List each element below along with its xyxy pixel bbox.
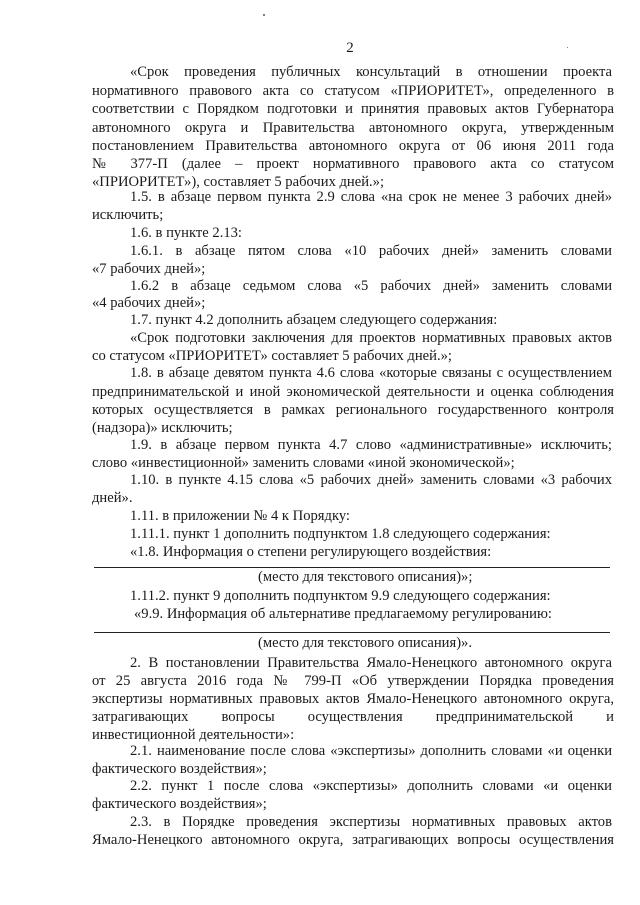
paragraph-line: со статусом «ПРИОРИТЕТ» составляет 5 рабочих дней.»; xyxy=(92,348,452,364)
caption-line: (место для текстового описания)». xyxy=(258,635,472,651)
paragraph-line: 1.6. в пункте 2.13: xyxy=(130,225,242,241)
paragraph-line: нормативного правового акта со статусом «ПРИОРИТЕТ», определенного в xyxy=(92,83,614,99)
page-number: 2 xyxy=(346,40,354,56)
paragraph-line: от 25 августа 2016 года № 799-П «Об утверждении Порядка проведения xyxy=(92,673,614,689)
paragraph-line: 1.5. в абзаце первом пункта 2.9 слова «на срок не менее 3 рабочих дней» xyxy=(130,189,612,205)
paragraph-line: дней». xyxy=(92,490,133,506)
paragraph-line: инвестиционной деятельности»: xyxy=(92,727,295,743)
paragraph-line: фактического воздействия»; xyxy=(92,796,267,812)
paragraph-line: которых осуществляется в рамках регионального государственного контроля xyxy=(92,402,614,418)
paragraph-line: «Срок проведения публичных консультаций в отношении проекта xyxy=(130,64,612,80)
paragraph-line: 2.2. пункт 1 после слова «экспертизы» дополнить словами «и оценки xyxy=(130,778,612,794)
paragraph-line: 1.11.2. пункт 9 дополнить подпунктом 9.9 следующего содержания: xyxy=(130,588,551,604)
paragraph-line: (надзора)» исключить; xyxy=(92,420,233,436)
scan-speck xyxy=(567,47,568,48)
paragraph-line: 1.6.2 в абзаце седьмом слова «5 рабочих дней» заменить словами xyxy=(130,278,612,294)
paragraph-line: предпринимательской и иной экономической деятельности и оценка соблюдения xyxy=(92,384,614,400)
paragraph-line: 1.11. в приложении № 4 к Порядку: xyxy=(130,508,350,524)
paragraph-line: «4 рабочих дней»; xyxy=(92,295,206,311)
caption-line: (место для текстового описания)»; xyxy=(258,569,473,585)
paragraph-line: фактического воздействия»; xyxy=(92,761,267,777)
paragraph-line: 2.3. в Порядке проведения экспертизы нормативных правовых актов xyxy=(130,814,612,830)
paragraph-line: 1.7. пункт 4.2 дополнить абзацем следующего содержания: xyxy=(130,312,498,328)
paragraph-line: 1.8. в абзаце девятом пункта 4.6 слова «которые связаны с осуществлением xyxy=(130,365,612,381)
paragraph-line: автономного округа и Правительства автономного округа, утвержденным xyxy=(92,120,614,136)
paragraph-line: 1.6.1. в абзаце пятом слова «10 рабочих дней» заменить словами xyxy=(130,243,612,259)
paragraph-line: 1.9. в абзаце первом пункта 4.7 слово «административные» исключить; xyxy=(130,437,612,453)
paragraph-line: «1.8. Информация о степени регулирующего воздействия: xyxy=(130,544,492,560)
paragraph-line: № 377-П (далее – проект нормативного правового акта со статусом xyxy=(92,156,614,172)
paragraph-line: 1.11.1. пункт 1 дополнить подпунктом 1.8 следующего содержания: xyxy=(130,526,551,542)
paragraph-line: Ямало-Ненецкого автономного округа, затрагивающих вопросы осуществления xyxy=(92,832,614,848)
paragraph-line: затрагивающих вопросы осуществления предпринимательской и xyxy=(92,709,614,725)
paragraph-line: 1.10. в пункте 4.15 слова «5 рабочих дней» заменить словами «3 рабочих xyxy=(130,472,612,488)
paragraph-line: 2.1. наименование после слова «экспертизы» дополнить словами «и оценки xyxy=(130,743,612,759)
paragraph-line: слово «инвестиционной» заменить словами «иной экономической»; xyxy=(92,455,515,471)
paragraph-line: «Срок подготовки заключения для проектов нормативных правовых актов xyxy=(130,330,612,346)
paragraph-line: экспертизы нормативных правовых актов Ямало-Ненецкого автономного округа, xyxy=(92,691,614,707)
scan-speck xyxy=(263,14,265,16)
paragraph-line: «9.9. Информация об альтернативе предлагаемому регулированию: xyxy=(134,606,552,622)
paragraph-line: исключить; xyxy=(92,207,164,223)
blank-line-rule xyxy=(94,632,610,633)
paragraph-line: постановлением Правительства автономного округа от 06 июня 2011 года xyxy=(92,138,614,154)
paragraph-line: «ПРИОРИТЕТ»), составляет 5 рабочих дней.»; xyxy=(92,174,385,190)
paragraph-line: 2. В постановлении Правительства Ямало-Ненецкого автономного округа xyxy=(130,655,612,671)
paragraph-line: соответствии с Порядком подготовки и принятия правовых актов Губернатора xyxy=(92,101,614,117)
paragraph-line: «7 рабочих дней»; xyxy=(92,261,206,277)
